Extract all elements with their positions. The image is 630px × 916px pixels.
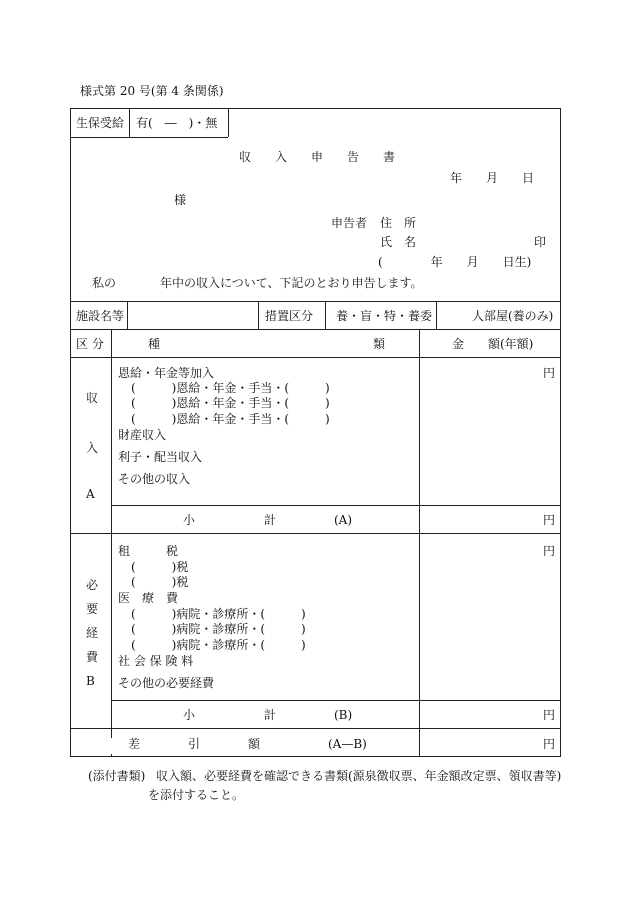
- income-label-3: A: [86, 487, 95, 501]
- seal-mark: 印: [534, 235, 547, 249]
- difference-yen: 円: [543, 737, 556, 751]
- expense-item: 医 療 費: [118, 591, 179, 605]
- addressee-suffix: 様: [174, 193, 187, 207]
- expense-label-1: 必: [86, 578, 99, 592]
- attachments-text-2: を添付すること。: [148, 788, 245, 802]
- seiho-right-border: [228, 108, 229, 137]
- facility-divider-3: [325, 301, 326, 329]
- facility-name-label: 施設名等: [76, 309, 125, 323]
- difference-mark: (A—B): [328, 737, 367, 751]
- expense-label-4: 費: [86, 650, 99, 664]
- seiho-label: 生保受給: [76, 116, 125, 130]
- room-label: 人部屋(養のみ): [472, 309, 554, 323]
- income-subtotal-top-line: [111, 505, 561, 506]
- income-yen: 円: [543, 366, 556, 380]
- measure-options[interactable]: 養・盲・特・養委: [336, 309, 433, 323]
- expense-subtotal-mark: (B): [334, 708, 353, 722]
- income-item: 恩給・年金等加入: [118, 366, 215, 380]
- expense-item: 社 会 保 険 料: [118, 654, 194, 668]
- seiho-value[interactable]: 有( ― )・無: [136, 116, 218, 130]
- expense-subtotal-yen: 円: [543, 708, 556, 722]
- income-item[interactable]: ( )恩給・年金・手当・( ): [131, 396, 330, 410]
- income-item: 利子・配当収入: [118, 450, 203, 464]
- seiho-bottom-line: [70, 137, 228, 138]
- expense-item: 租 税: [118, 544, 179, 558]
- expense-item[interactable]: ( )病院・診療所・( ): [131, 607, 306, 621]
- statement-prefix: 私の: [92, 276, 117, 290]
- form-number: 様式第 20 号(第 4 条関係): [80, 84, 224, 98]
- expense-bottom-line: [70, 728, 561, 729]
- income-item[interactable]: ( )恩給・年金・手当・( ): [131, 381, 330, 395]
- address-label: 住 所: [380, 216, 417, 230]
- income-bottom-line: [70, 533, 561, 534]
- facility-divider-4: [436, 301, 437, 329]
- income-label-2: 入: [86, 441, 99, 455]
- column-header-bottom-line: [70, 357, 561, 358]
- expense-yen: 円: [543, 544, 556, 558]
- expense-label-5: B: [86, 674, 95, 688]
- income-subtotal-mark: (A): [334, 513, 353, 527]
- kind-header-2: 類: [373, 337, 386, 351]
- birth-date-field[interactable]: ( 年 月 日生): [378, 255, 532, 269]
- facility-bottom-line: [70, 329, 561, 330]
- income-subtotal-label-2: 計: [264, 513, 277, 527]
- attachments-text-1: 収入額、必要経費を確認できる書類(源泉徴収票、年金額改定票、領収書等): [156, 769, 562, 783]
- applicant-label: 申告者: [331, 216, 368, 230]
- amount-column-line: [419, 329, 420, 757]
- expense-item[interactable]: ( )病院・診療所・( ): [131, 622, 306, 636]
- measure-label: 措置区分: [265, 309, 314, 323]
- income-item[interactable]: ( )恩給・年金・手当・( ): [131, 412, 330, 426]
- division-column-line: [111, 329, 112, 757]
- expense-item[interactable]: ( )税: [131, 560, 189, 574]
- income-item: その他の収入: [118, 472, 191, 486]
- expense-subtotal-top-line: [111, 700, 561, 701]
- facility-divider-2: [258, 301, 259, 329]
- expense-item: その他の必要経費: [118, 676, 215, 690]
- expense-subtotal-label-2: 計: [264, 708, 277, 722]
- income-subtotal-yen: 円: [543, 513, 556, 527]
- facility-top-line: [70, 301, 561, 302]
- expense-item[interactable]: ( )病院・診療所・( ): [131, 638, 306, 652]
- amount-header: 金 額(年額): [452, 337, 534, 351]
- kind-header: 種: [148, 337, 161, 351]
- expense-label-2: 要: [86, 602, 99, 616]
- income-item: 財産収入: [118, 428, 167, 442]
- division-header: 区 分: [76, 337, 104, 351]
- name-label: 氏 名: [380, 235, 417, 249]
- attachments-label: (添付書類): [88, 769, 146, 783]
- facility-divider-1: [127, 301, 128, 329]
- form-title: 収 入 申 告 書: [239, 150, 396, 164]
- expense-subtotal-label: 小: [183, 708, 196, 722]
- statement-text: 年中の収入について、下記のとおり申告します。: [160, 276, 423, 290]
- date-field[interactable]: 年 月 日: [450, 171, 535, 185]
- expense-item[interactable]: ( )税: [131, 575, 189, 589]
- income-label-1: 収: [86, 391, 99, 405]
- income-subtotal-label: 小: [183, 513, 196, 527]
- difference-label: 差 引 額: [128, 737, 261, 751]
- expense-label-3: 経: [86, 626, 99, 640]
- seiho-divider: [129, 108, 130, 137]
